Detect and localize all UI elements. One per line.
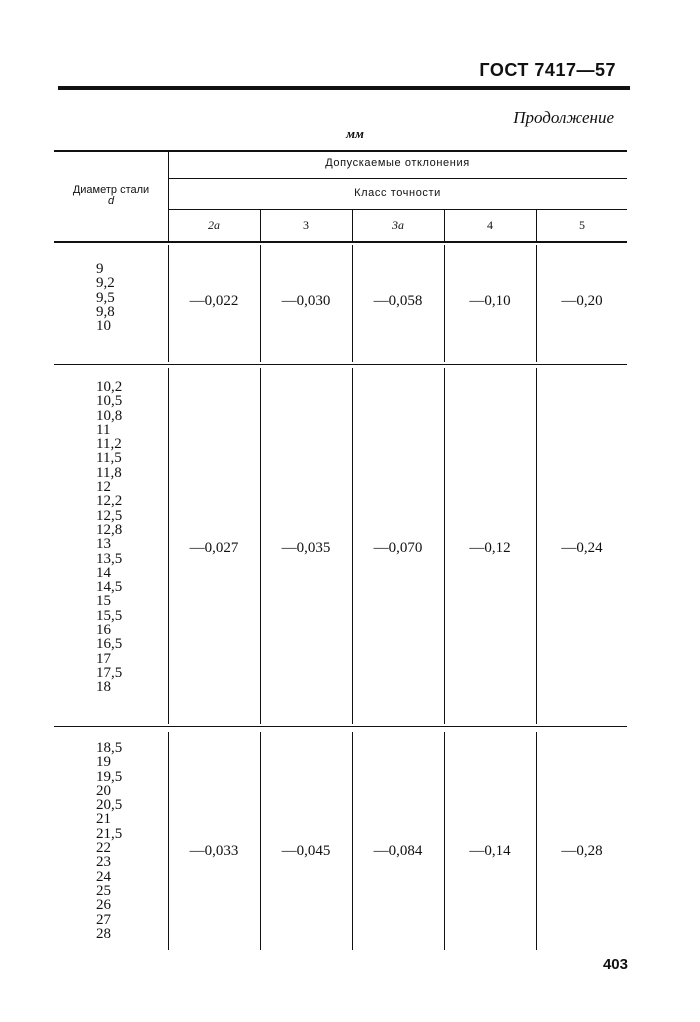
diameter-value: 15,5 xyxy=(96,607,123,624)
tolerance-value: —0,035 xyxy=(281,540,331,556)
diameter-value: 17 xyxy=(96,650,111,667)
diameter-value: 24 xyxy=(96,868,111,885)
diameter-header: Диаметр стали xyxy=(72,184,150,196)
diameter-value: 22 xyxy=(96,840,111,857)
col-divider-d xyxy=(168,732,169,950)
group-rule-1 xyxy=(54,364,627,365)
diameter-value: 26 xyxy=(96,897,111,914)
diameter-value: 25 xyxy=(96,882,111,899)
diameter-value: 11 xyxy=(96,421,111,438)
unit-label: мм xyxy=(346,126,364,141)
header-rule xyxy=(58,86,630,90)
tolerance-value: —0,12 xyxy=(469,540,511,556)
class-col-3a: 3a xyxy=(392,218,404,232)
diameter-value: 9,2 xyxy=(96,275,115,292)
class-col-3: 3 xyxy=(303,218,309,232)
diameter-value: 11,8 xyxy=(96,464,122,481)
diameter-value: 28 xyxy=(96,925,111,942)
diameter-list xyxy=(96,380,122,695)
diameter-value: 9 xyxy=(96,261,104,277)
diameter-value: 10,2 xyxy=(96,379,123,395)
diameter-value: 21,5 xyxy=(96,825,123,842)
diameter-value: 14 xyxy=(96,564,111,581)
col-divider-4 xyxy=(536,732,537,950)
diameter-list xyxy=(96,741,122,941)
header-rule-1 xyxy=(168,178,627,179)
diameter-value: 10,5 xyxy=(96,393,123,410)
diameter-value: 11,5 xyxy=(96,450,122,467)
tolerance-value: —0,045 xyxy=(281,843,331,859)
tolerance-value: —0,058 xyxy=(373,293,423,309)
col-divider-3 xyxy=(444,732,445,950)
header-rule-2 xyxy=(168,209,627,210)
standard-code: ГОСТ 7417—57 xyxy=(479,60,616,80)
class-col-5: 5 xyxy=(579,218,585,232)
diameter-value: 10 xyxy=(96,318,111,335)
tolerance-value: —0,28 xyxy=(561,843,603,859)
class-col-4: 4 xyxy=(487,218,493,232)
diameter-value: 11,2 xyxy=(96,436,122,453)
diameter-value: 20,5 xyxy=(96,797,123,814)
tolerance-value: —0,24 xyxy=(561,540,603,556)
diameter-value: 13,5 xyxy=(96,550,123,567)
accuracy-class-header: Класс точности xyxy=(354,187,441,199)
tolerance-value: —0,022 xyxy=(189,293,239,309)
diameter-value: 18 xyxy=(96,679,111,696)
tolerance-value: —0,033 xyxy=(189,843,239,859)
diameter-value: 14,5 xyxy=(96,579,123,596)
class-col-2a: 2a xyxy=(208,218,220,232)
diameter-value: 15 xyxy=(96,593,111,610)
diameter-value: 9,8 xyxy=(96,303,115,320)
table-top-rule xyxy=(54,150,627,152)
diameter-value: 20 xyxy=(96,782,111,799)
col-divider-1 xyxy=(260,732,261,950)
diameter-value: 16,5 xyxy=(96,636,123,653)
tolerance-value: —0,030 xyxy=(281,293,331,309)
diameter-value: 17,5 xyxy=(96,664,123,681)
diameter-value: 12 xyxy=(96,479,111,496)
page-number: 403 xyxy=(602,956,628,973)
diameter-value: 19 xyxy=(96,754,111,771)
diameter-list xyxy=(96,262,115,333)
diameter-value: 23 xyxy=(96,854,111,871)
col-divider-2 xyxy=(352,732,353,950)
tolerance-value: —0,027 xyxy=(189,540,239,556)
diameter-value: 16 xyxy=(96,622,111,639)
diameter-symbol: d xyxy=(107,195,115,207)
diameter-value: 10,8 xyxy=(96,407,123,424)
deviations-header: Допускаемые отклонения xyxy=(325,157,470,169)
diameter-value: 27 xyxy=(96,911,111,928)
diameter-value: 18,5 xyxy=(96,740,123,756)
header-bottom-rule xyxy=(54,241,627,243)
diameter-value: 12,5 xyxy=(96,507,123,524)
tolerance-value: —0,084 xyxy=(373,843,423,859)
continuation-label: Продолжение xyxy=(513,108,614,127)
tolerance-value: —0,14 xyxy=(469,843,511,859)
tolerance-value: —0,20 xyxy=(561,293,603,309)
group-rule-2 xyxy=(54,726,627,727)
diameter-value: 13 xyxy=(96,536,111,553)
tolerance-value: —0,070 xyxy=(373,540,423,556)
diameter-value: 21 xyxy=(96,811,111,828)
diameter-value: 12,2 xyxy=(96,493,123,510)
diameter-value: 19,5 xyxy=(96,768,123,785)
tolerance-value: —0,10 xyxy=(469,293,511,309)
diameter-value: 12,8 xyxy=(96,521,123,538)
diameter-value: 9,5 xyxy=(96,289,115,306)
